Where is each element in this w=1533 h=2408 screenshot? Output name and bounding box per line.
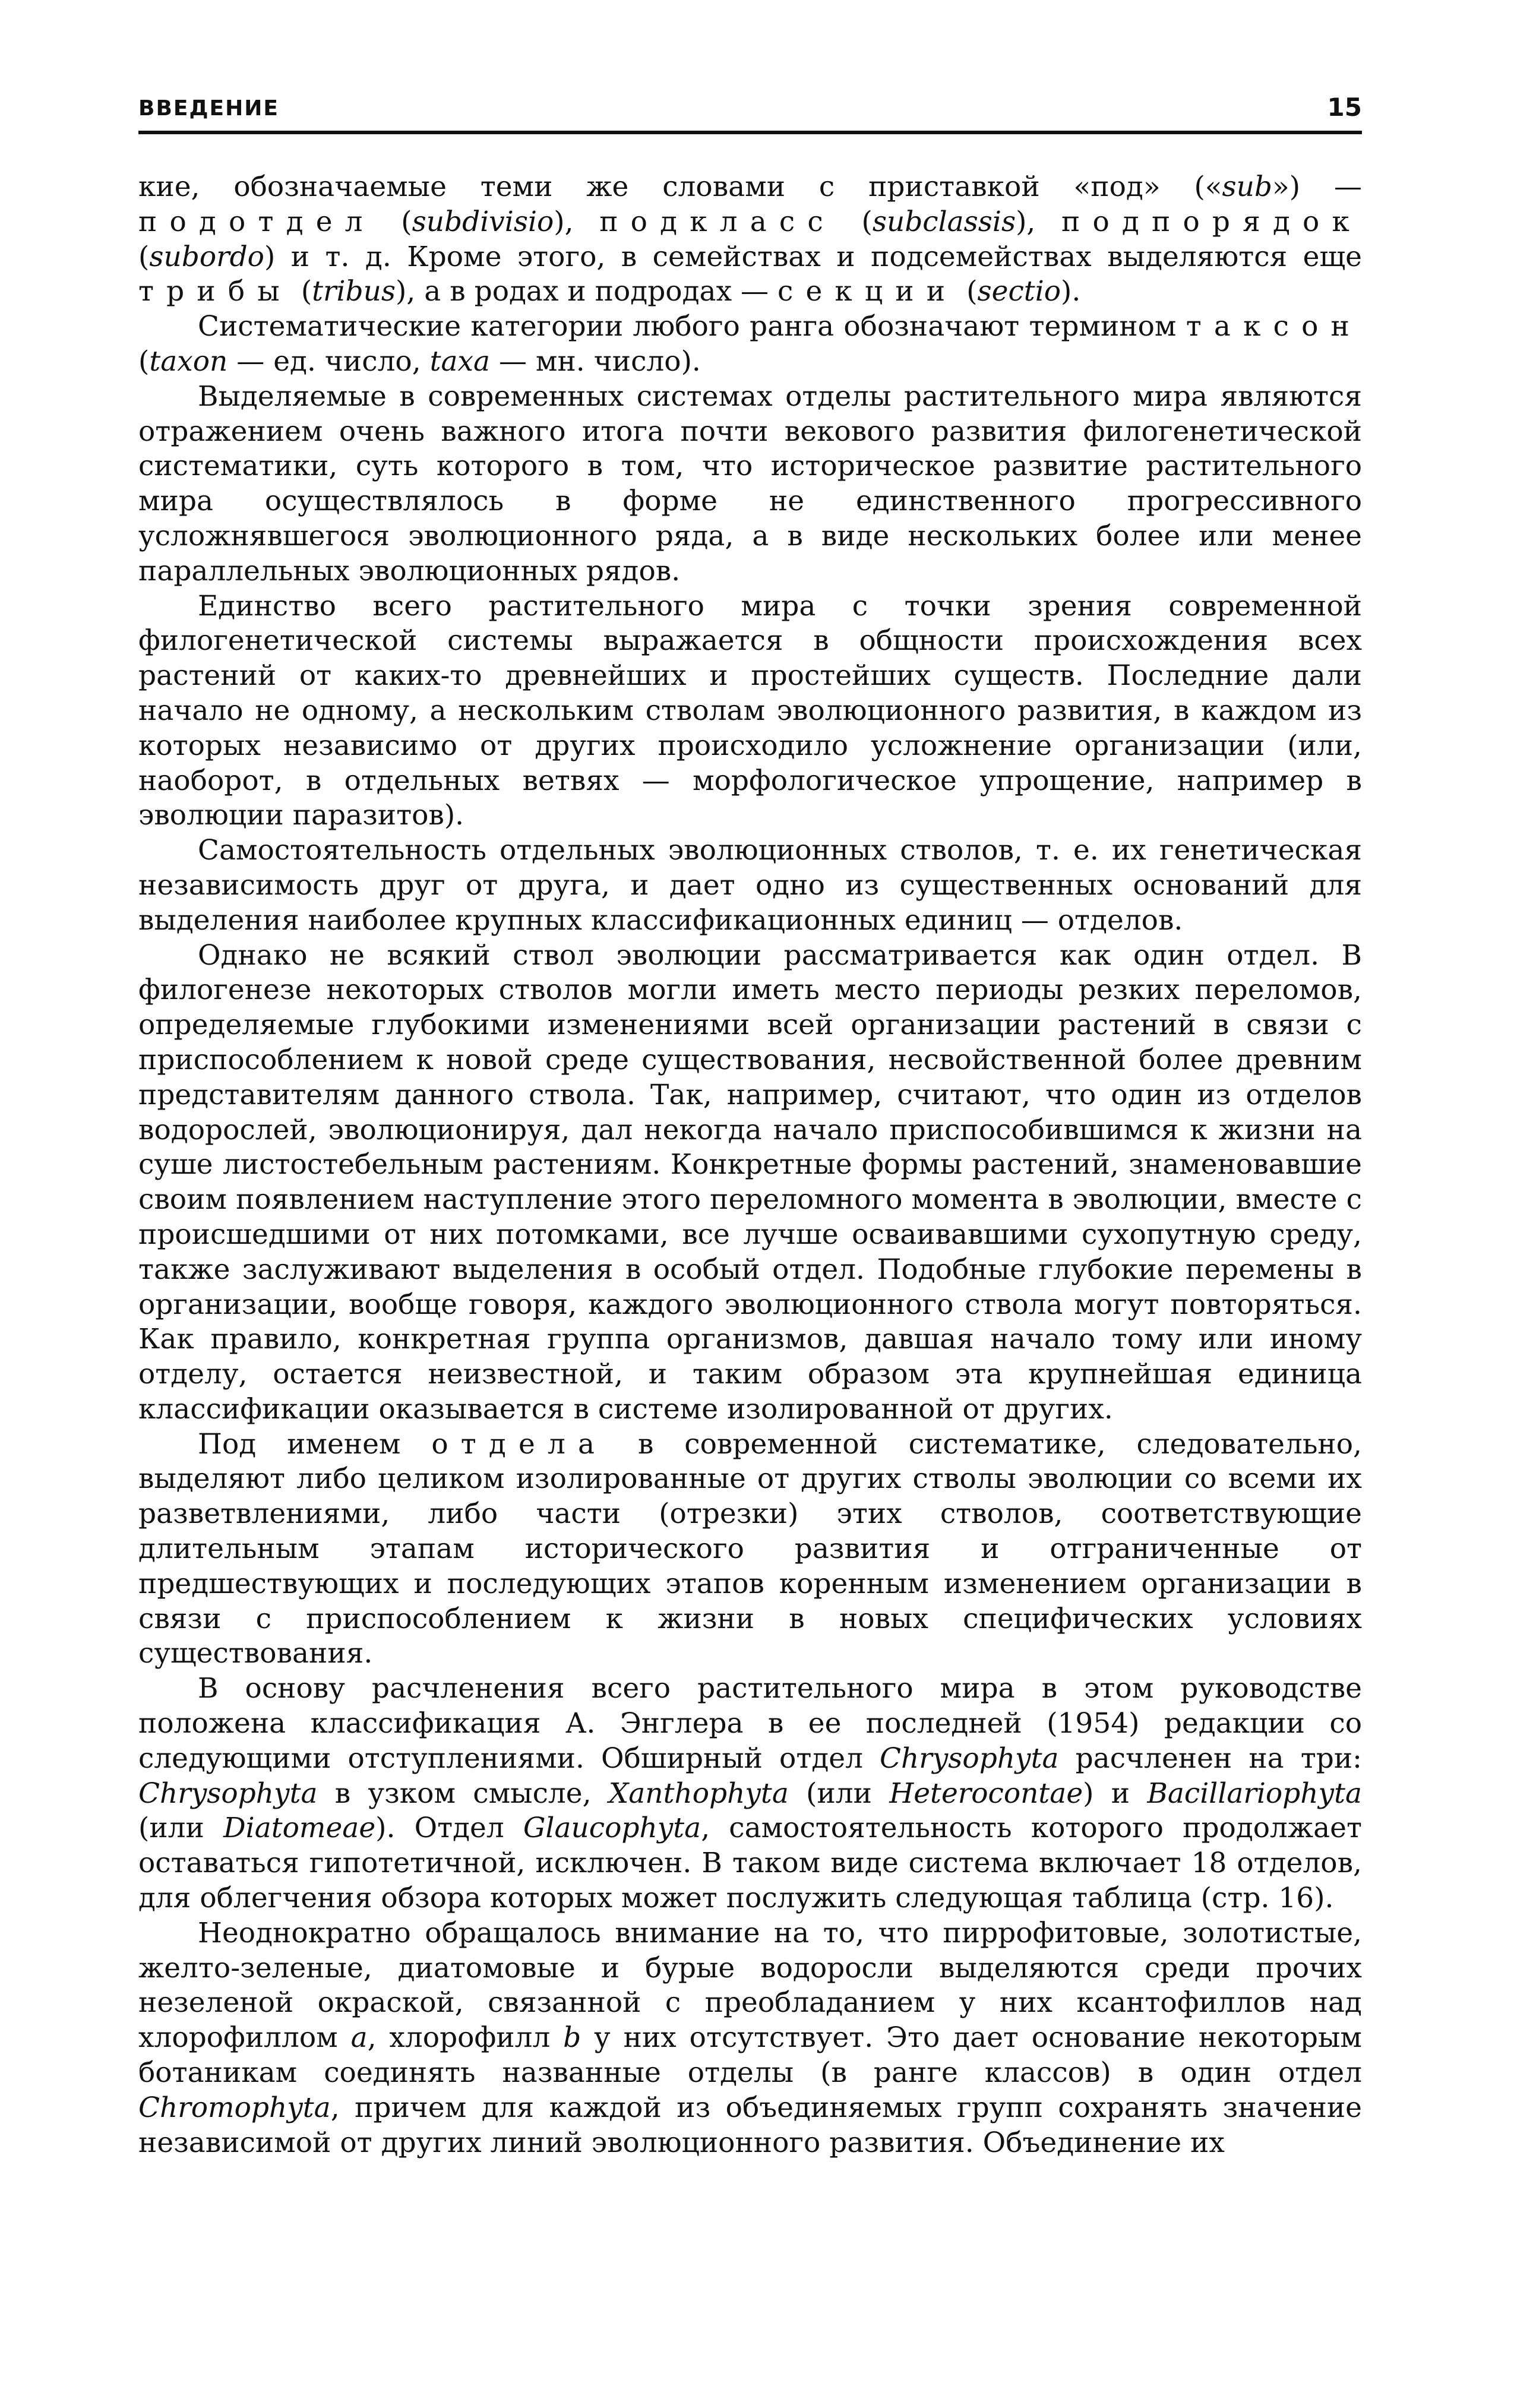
paragraph bbox=[138, 1427, 1362, 1672]
spaced-term: секции bbox=[777, 275, 958, 308]
italic-term: Glaucophyta bbox=[523, 1812, 701, 1845]
text-run: ). bbox=[1061, 275, 1081, 308]
text-run: ( bbox=[138, 345, 150, 378]
italic-term: sub bbox=[1222, 170, 1273, 203]
text-run: расчленен на три: bbox=[1058, 1742, 1362, 1775]
text-run: Неоднократно обращалось внимание на то, что пиррофитовые, золотистые, желто-зеленые, диатомовые и бурые водоросли выделяются среди прочих незеленой окраской, связанной с преобладанием у них ксантофиллов над хлорофиллом bbox=[138, 1916, 1362, 2055]
text-run: ( bbox=[138, 240, 150, 273]
italic-term: sectio bbox=[977, 275, 1061, 308]
text-run: Систематические категории любого ранга обозначают термином bbox=[198, 310, 1186, 343]
text-run: в узком смысле, bbox=[317, 1777, 609, 1810]
paragraph bbox=[138, 833, 1362, 938]
italic-term: taxon bbox=[149, 345, 228, 378]
italic-term: Heterocontae bbox=[889, 1777, 1083, 1810]
text-run: ), а в родах и подродах — bbox=[396, 275, 777, 308]
text-run: — ед. число, bbox=[227, 345, 430, 378]
paragraph bbox=[138, 1916, 1362, 2161]
text-run: (или bbox=[138, 1812, 223, 1845]
text-run: ( bbox=[835, 205, 873, 238]
italic-term: Chrysophyta bbox=[880, 1742, 1059, 1775]
paragraph bbox=[138, 589, 1362, 834]
text-run: Единство всего растительного мира с точки зрения современной филогенетической системы выражается в общности происхождения всех растений от каких-то древнейших и простейших существ. Последние дали начало не одному, а нескольким стволам эволюционного развития, в каждом из которых независимо от других происходило усложнение организации (или, наоборот, в отдельных ветвях — морфологическое упрощение, например в эволюции паразитов). bbox=[138, 589, 1362, 832]
text-run: ») — bbox=[1272, 170, 1362, 203]
text-run: ( bbox=[292, 275, 312, 308]
italic-term: tribus bbox=[312, 275, 396, 308]
italic-term: Diatomeae bbox=[223, 1812, 376, 1845]
text-run: Самостоятельность отдельных эволюционных стволов, т. е. их генетическая независимость друг от друга, и дает одно из существенных оснований для выделения наиболее крупных классификационных единиц — отделов. bbox=[138, 834, 1362, 937]
text-run: ( bbox=[957, 275, 978, 308]
paragraph bbox=[138, 938, 1362, 1427]
spaced-term: подкласс bbox=[599, 205, 836, 238]
text-run: Однако не всякий ствол эволюции рассматривается как один отдел. В филогенезе некоторых стволов могли иметь место периоды резких переломов, определяемые глубокими изменениями всей организации растений в связи с приспособлением к новой среде существования, несвойственной более древним представителям данного ствола. Так, например, считают, что один из отделов водорослей, эволюционируя, дал некогда начало приспособившимся к жизни на суше листостебельным растениям. Конкретные формы растений, знаменовавшие своим появлением наступление этого переломного момента в эволюции, вместе с происшедшими от них потомками, все лучше осваивавшими сухопутную среду, также заслуживают выделения в особый отдел. Подобные глубокие перемены в организации, вообще говоря, каждого эволюционного ствола могут повторяться. Как правило, конкретная группа организмов, давшая начало тому или иному отделу, остается неизвестной, и таким образом эта крупнейшая единица классификации оказывается в системе изолированной от других. bbox=[138, 938, 1362, 1426]
text-run: Выделяемые в современных системах отделы растительного мира являются отражением очень важного итога почти векового развития филогенетической систематики, суть которого в том, что историческое развитие растительного мира осуществлялось в форме не единственного прогрессивного усложнявшегося эволюционного ряда, а в виде нескольких более или менее параллельных эволюционных рядов. bbox=[138, 380, 1362, 587]
italic-term: Chrysophyta bbox=[138, 1777, 318, 1810]
spaced-term: подотдел bbox=[138, 205, 375, 238]
italic-term: a bbox=[350, 2021, 368, 2055]
running-head bbox=[138, 95, 1362, 134]
text-run: у них отсутствует. Это дает основание некоторым ботаникам соединять названные отделы (в ранге классов) в один отдел bbox=[138, 2021, 1362, 2090]
text-run: кие, обозначаемые теми же словами с приставкой «под» (« bbox=[138, 170, 1222, 203]
italic-term: Bacillariophyta bbox=[1147, 1777, 1362, 1810]
italic-term: subordo bbox=[149, 240, 264, 273]
text-run: в современной систематике, следовательно, выделяют либо целиком изолированные от других стволы эволюции со всеми их разветвлениями, либо части (отрезки) этих стволов, соответствующие длительным этапам исторического развития и отграниченные от предшествующих и последующих этапов коренным изменением организации в связи с приспособлением к жизни в новых специфических условиях существования. bbox=[138, 1427, 1362, 1670]
paragraph bbox=[138, 380, 1362, 589]
paragraph bbox=[138, 170, 1362, 309]
text-run: , причем для каждой из объединяемых групп сохранять значение независимой от других линий эволюционного развития. Объединение их bbox=[138, 2091, 1362, 2159]
text-run: В основу расчленения всего растительного мира в этом руководстве положена классификация А. Энглера в ее последней (1954) редакции со следующими отступлениями. Обширный отдел bbox=[138, 1672, 1362, 1775]
text-run: , самостоятельность которого продолжает оставаться гипотетичной, исключен. В таком виде система включает 18 отделов, для облегчения обзора которых может послужить следующая таблица (стр. 16). bbox=[138, 1812, 1362, 1915]
italic-term: taxa bbox=[429, 345, 491, 378]
text-run: Под именем bbox=[198, 1427, 432, 1461]
section-title: ВВЕДЕНИЕ bbox=[138, 96, 279, 121]
text-run: (или bbox=[788, 1777, 890, 1810]
text-run: — мн. число). bbox=[490, 345, 701, 378]
text-run: ( bbox=[375, 205, 412, 238]
paragraph bbox=[138, 1671, 1362, 1916]
text-run: ), bbox=[554, 205, 600, 238]
text-run: ), bbox=[1016, 205, 1061, 238]
text-run: , хлорофилл bbox=[367, 2021, 564, 2055]
italic-term: subclassis bbox=[872, 205, 1016, 238]
italic-term: Chromophyta bbox=[138, 2091, 331, 2124]
paragraph bbox=[138, 309, 1362, 380]
spaced-term: таксон bbox=[1186, 310, 1362, 343]
text-run: ) и bbox=[1083, 1777, 1148, 1810]
text-run: ). Отдел bbox=[375, 1812, 523, 1845]
page-number: 15 bbox=[1327, 93, 1362, 122]
spaced-term: трибы bbox=[138, 275, 292, 308]
italic-term: subdivisio bbox=[412, 205, 554, 238]
spaced-term: подпорядок bbox=[1061, 205, 1363, 238]
italic-term: Xanthophyta bbox=[608, 1777, 789, 1810]
body-text bbox=[138, 170, 1362, 2160]
text-run: ) и т. д. Кроме этого, в семействах и подсемействах выделяются еще bbox=[264, 240, 1362, 273]
spaced-term: отдела bbox=[431, 1427, 608, 1461]
italic-term: b bbox=[563, 2021, 581, 2055]
